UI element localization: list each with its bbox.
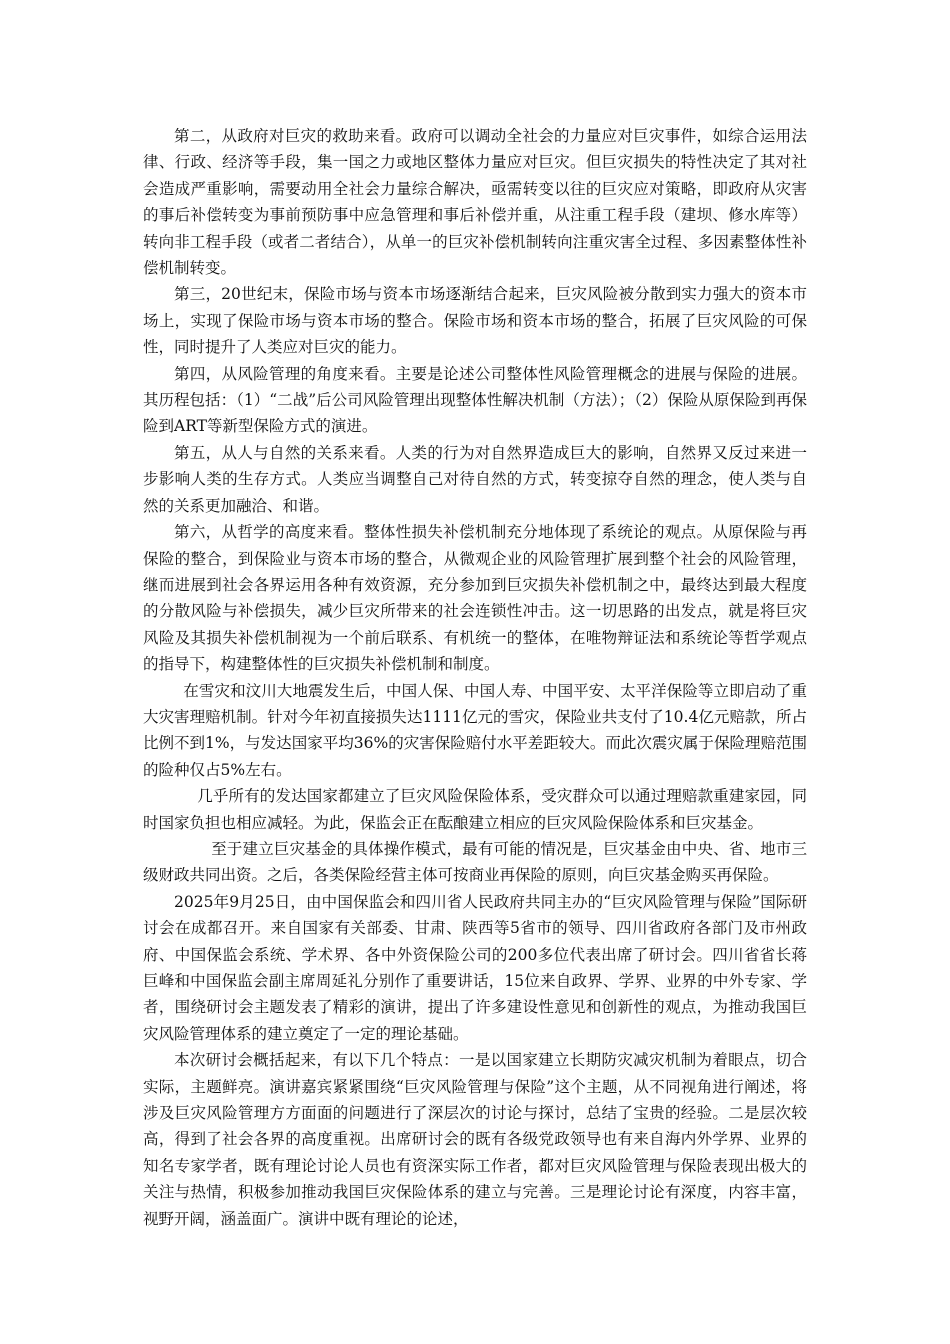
paragraph-third-point: 第三，20世纪末，保险市场与资本市场逐渐结合起来，巨灾风险被分散到实力强大的资本市场上，实现了保险市场与资本市场的整合。保险市场和资本市场的整合，拓展了巨灾风险的可保性，同时提升了人类应对巨灾的能力。	[143, 285, 807, 357]
paragraph-snow-earthquake-claims: 在雪灾和汶川大地震发生后，中国人保、中国人寿、中国平安、太平洋保险等立即启动了重大灾害理赔机制。针对今年初直接损失达1111亿元的雪灾，保险业共支付了10.4亿元赔款，所占比例不到1%，与发达国家平均36%的灾害保险赔付水平差距较大。而此次震灾属于保险理赔范围的险种仅占5%左右。	[143, 681, 807, 779]
paragraph-fourth-point: 第四，从风险管理的角度来看。主要是论述公司整体性风险管理概念的进展与保险的进展。其历程包括：（1）“二战”后公司风险管理出现整体性解决机制（方法）；（2）保险从原保险到再保险到ART等新型保险方式的演进。	[143, 364, 807, 436]
paragraph-seminar-announcement: 2025年9月25日，由中国保监会和四川省人民政府共同主办的“巨灾风险管理与保险”国际研讨会在成都召开。来自国家有关部委、甘肃、陕西等5省市的领导、四川省政府各部门及市州政府、中国保监会系统、学术界、各中外资保险公司的200多位代表出席了研讨会。四川省省长蒋巨峰和中国保监会副主席周延礼分别作了重要讲话，15位来自政界、学界、业界的中外专家、学者，围绕研讨会主题发表了精彩的演讲，提出了许多建设性意见和创新性的观点，为推动我国巨灾风险管理体系的建立奠定了一定的理论基础。	[143, 892, 807, 1043]
document-body	[143, 123, 807, 1232]
paragraph-catastrophe-fund: 至于建立巨灾基金的具体操作模式，最有可能的情况是，巨灾基金由中央、省、地市三级财政共同出资。之后，各类保险经营主体可按商业再保险的原则，向巨灾基金购买再保险。	[143, 839, 807, 885]
paragraph-fifth-point: 第五，从人与自然的关系来看。人类的行为对自然界造成巨大的影响，自然界又反过来进一步影响人类的生存方式。人类应当调整自己对待自然的方式，转变掠夺自然的理念，使人类与自然的关系更加融洽、和谐。	[143, 443, 807, 515]
paragraph-developed-countries: 几乎所有的发达国家都建立了巨灾风险保险体系，受灾群众可以通过理赔款重建家园，同时国家负担也相应减轻。为此，保监会正在酝酿建立相应的巨灾风险保险体系和巨灾基金。	[143, 787, 807, 832]
paragraph-seminar-features: 本次研讨会概括起来，有以下几个特点：一是以国家建立长期防灾减灾机制为着眼点，切合实际，主题鲜亮。演讲嘉宾紧紧围绕“巨灾风险管理与保险”这个主题，从不同视角进行阐述，将涉及巨灾风险管理方方面面的问题进行了深层次的讨论与探讨，总结了宝贵的经验。二是层次较高，得到了社会各界的高度重视。出席研讨会的既有各级党政领导也有来自海内外学界、业界的知名专家学者，既有理论讨论人员也有资深实际工作者，都对巨灾风险管理与保险表现出极大的关注与热情，积极参加推动我国巨灾保险体系的建立与完善。三是理论讨论有深度，内容丰富，视野开阔，涵盖面广。演讲中既有理论的论述，	[143, 1051, 807, 1228]
paragraph-sixth-point: 第六，从哲学的高度来看。整体性损失补偿机制充分地体现了系统论的观点。从原保险与再保险的整合，到保险业与资本市场的整合，从微观企业的风险管理扩展到整个社会的风险管理，继而进展到社会各界运用各种有效资源，充分参加到巨灾损失补偿机制之中，最终达到最大程度的分散风险与补偿损失，减少巨灾所带来的社会连锁性冲击。这一切思路的出发点，就是将巨灾风险及其损失补偿机制视为一个前后联系、有机统一的整体，在唯物辩证法和系统论等哲学观点的指导下，构建整体性的巨灾损失补偿机制和制度。	[143, 523, 807, 674]
paragraph-second-point: 第二，从政府对巨灾的救助来看。政府可以调动全社会的力量应对巨灾事件，如综合运用法律、行政、经济等手段，集一国之力或地区整体力量应对巨灾。但巨灾损失的特性决定了其对社会造成严重影响，需要动用全社会力量综合解决，亟需转变以往的巨灾应对策略，即政府从灾害的事后补偿转变为事前预防事中应急管理和事后补偿并重，从注重工程手段（建坝、修水库等）转向非工程手段（或者二者结合），从单一的巨灾补偿机制转向注重灾害全过程、多因素整体性补偿机制转变。	[143, 127, 807, 278]
